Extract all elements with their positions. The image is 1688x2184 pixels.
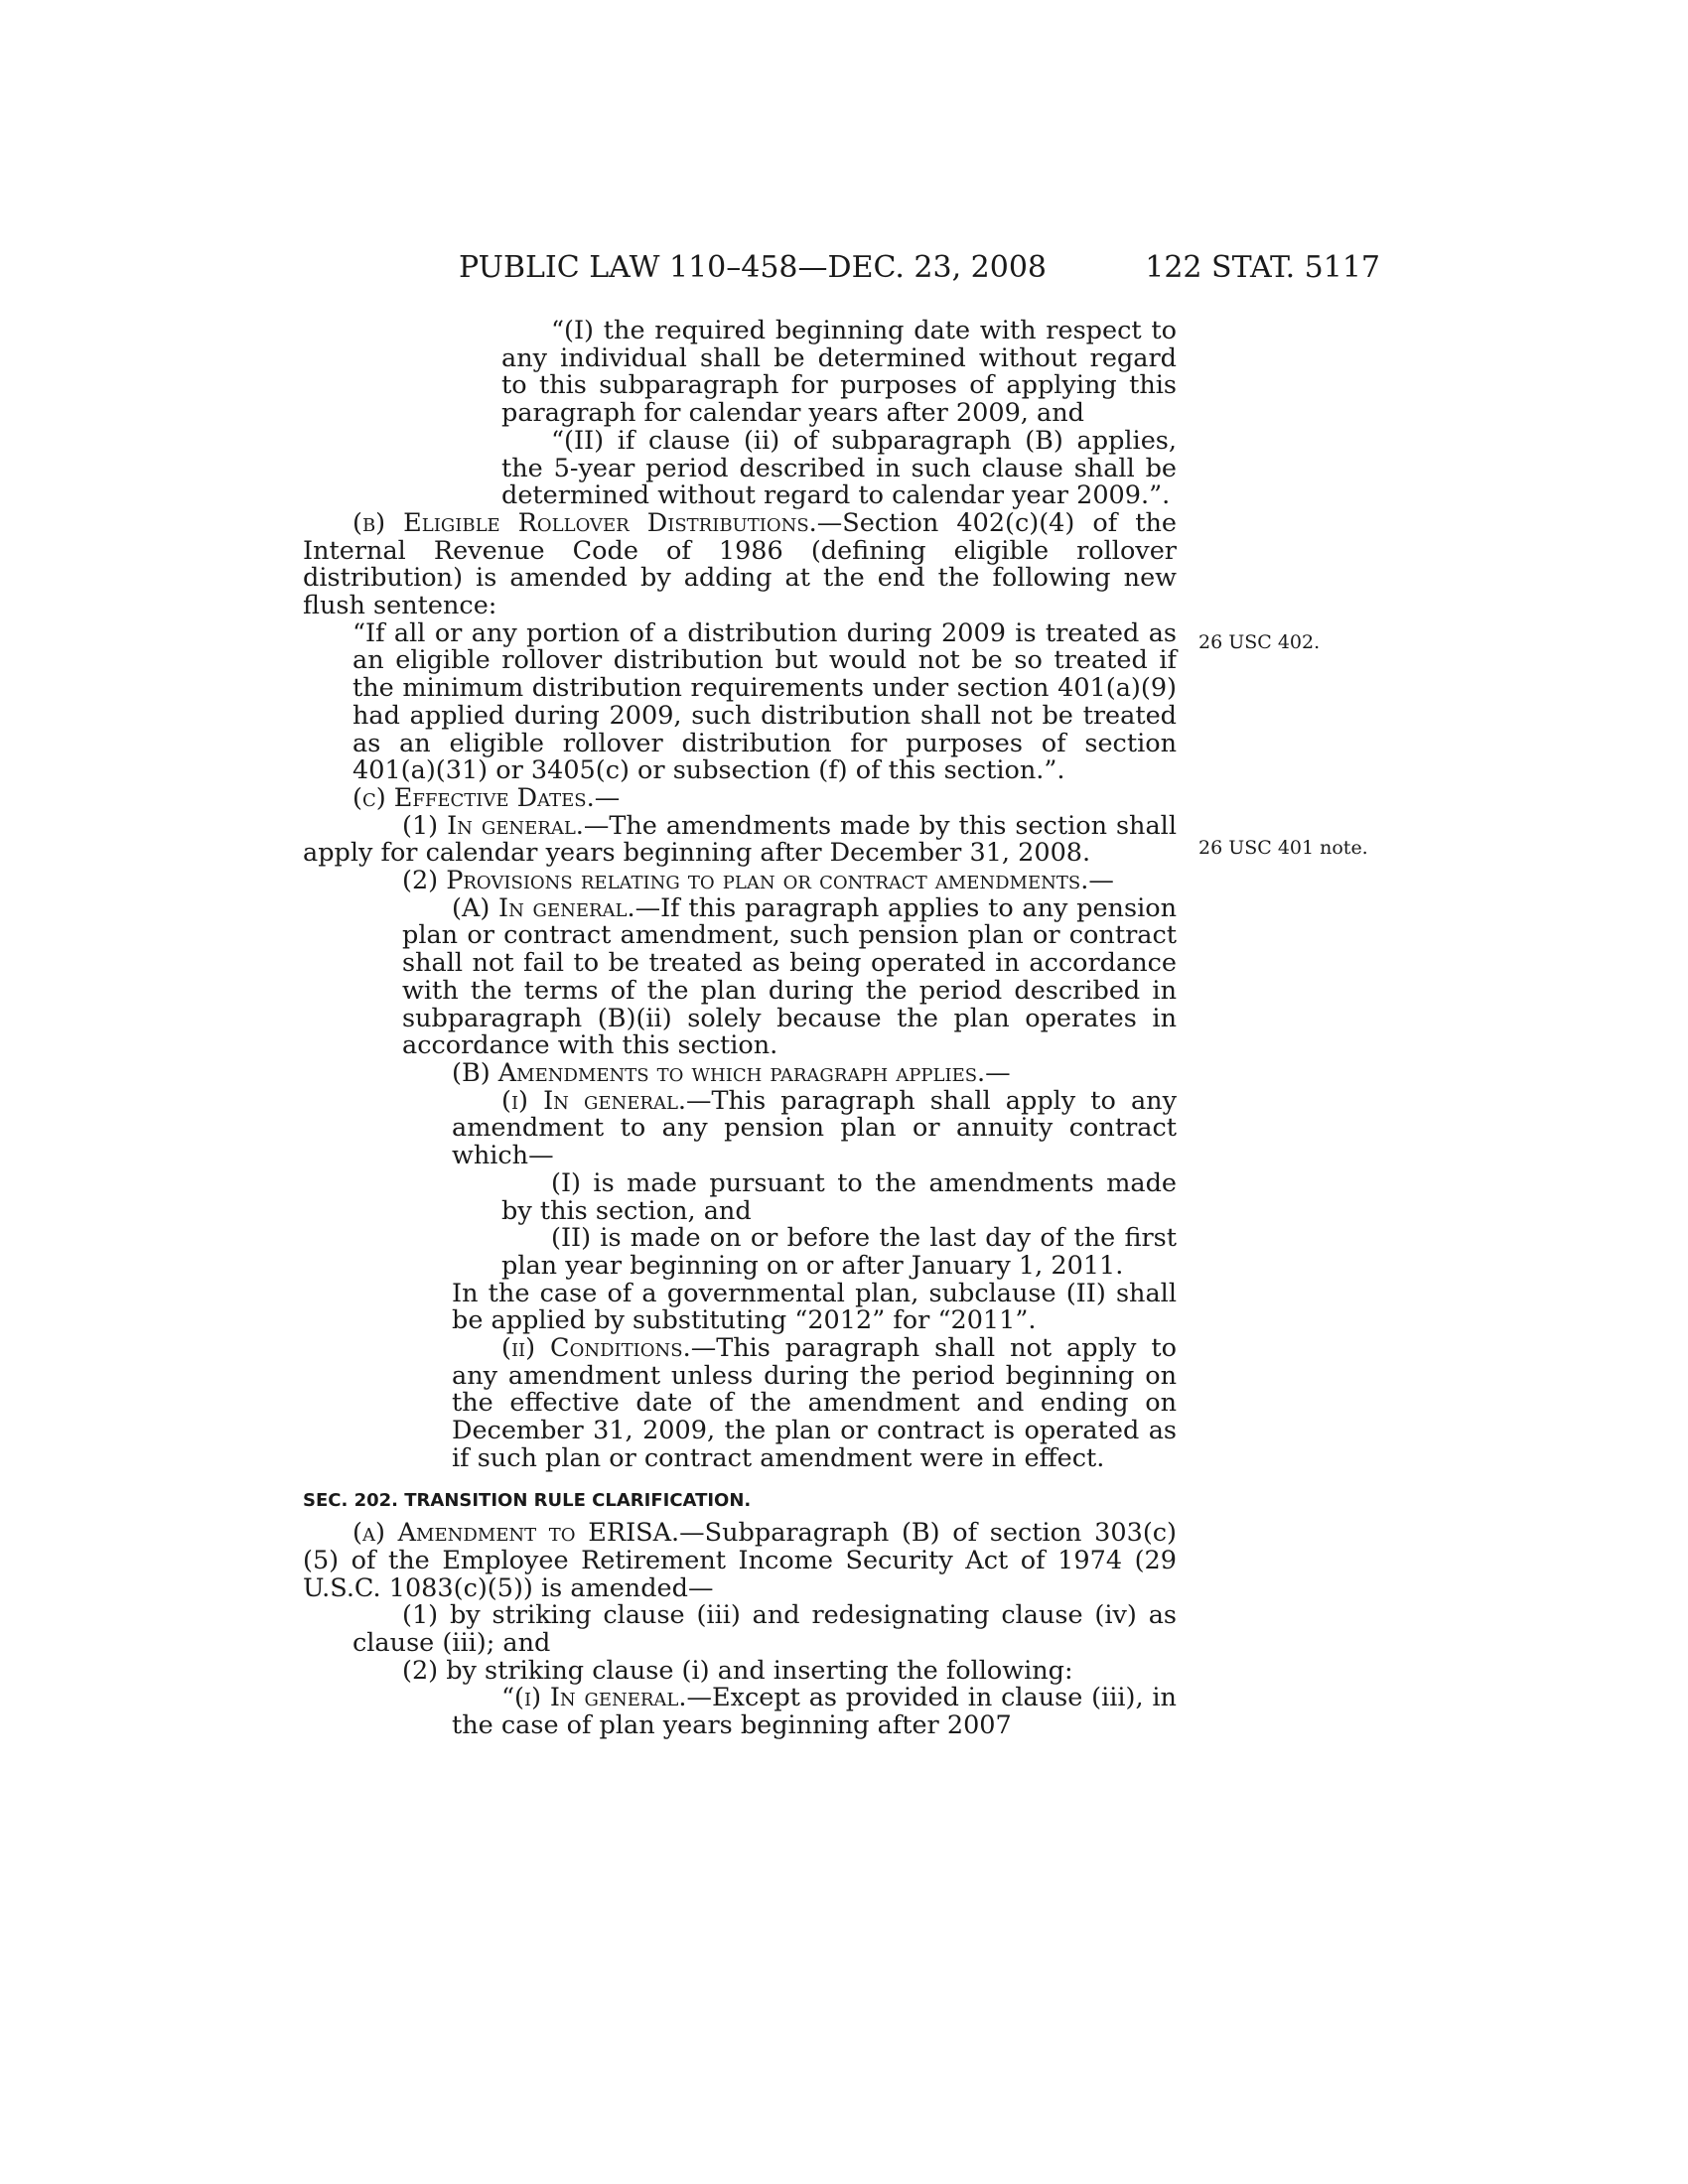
paragraph-a1: (1) by striking clause (iii) and redesignating clause (iv) as clause (iii); and xyxy=(352,1600,1177,1659)
subclause-II: (II) is made on or before the last day of the first plan year beginning on or after January 1, 2011. xyxy=(501,1223,1177,1281)
subparagraph-A-heading: (A) In general. xyxy=(452,892,635,923)
clause-B-ii xyxy=(303,1335,1177,1473)
document-body xyxy=(303,318,1177,1740)
subparagraph-B-heading: (B) Amendments to which paragraph applies. xyxy=(452,1057,986,1088)
section-c-dash: — xyxy=(594,782,621,813)
subparagraph-A xyxy=(303,892,1178,1061)
paragraph-c2-dash: — xyxy=(1088,866,1114,896)
governmental-plan-note: In the case of a governmental plan, subclause (II) shall be applied by substituting “2012” for “2011”. xyxy=(452,1278,1177,1336)
section-c xyxy=(303,782,1177,813)
paragraph-c1-heading: (1) In general. xyxy=(402,810,584,841)
section-b xyxy=(303,507,1178,621)
clause-B-ii-heading: (ii) Conditions. xyxy=(501,1333,691,1364)
clause-B-i xyxy=(303,1085,1177,1171)
section-c-heading: (c) Effective Dates. xyxy=(352,782,595,813)
paragraph-subclause-II: “(II) if clause (ii) of subparagraph (B) applies, the 5-year period described in such clause shall be determined without regard to calendar year 2009.”. xyxy=(501,425,1177,511)
section-202-a-text: —Subparagraph (B) of section 303(c)(5) of the Employee Retirement Income Security Act of 1974 (29 U.S.C. 1083(c)(5)) is amended— xyxy=(303,1518,1177,1603)
page-header xyxy=(303,250,1380,290)
section-202-heading: SEC. 202. TRANSITION RULE CLARIFICATION. xyxy=(303,1489,752,1511)
paragraph-c1-text: —The amendments made by this section shall apply for calendar years beginning after December 31, 2008. xyxy=(303,810,1177,869)
subparagraph-B-dash: — xyxy=(985,1057,1011,1088)
running-head: PUBLIC LAW 110–458—DEC. 23, 2008 xyxy=(459,250,1048,285)
section-b-heading: (b) Eligible Rollover Distributions. xyxy=(352,507,817,538)
quoted-clause-i xyxy=(303,1685,1177,1739)
paragraph-c2 xyxy=(303,868,1177,895)
section-202-a-heading: (a) Amendment to ERISA. xyxy=(352,1518,680,1549)
paragraph-c1 xyxy=(303,810,1177,869)
subparagraph-A-text: —If this paragraph applies to any pension plan or contract amendment, such pension plan or contract shall not fail to be treated as being operated in accordance with the terms of the plan during the period described in subparagraph (B)(ii) solely because the plan operates in accordance with this section. xyxy=(402,892,1178,1061)
clause-B-i-text: —This paragraph shall apply to any amendment to any pension plan or annuity contract which— xyxy=(452,1085,1177,1171)
margin-note-26-usc-402: 26 USC 402. xyxy=(1198,631,1321,653)
paragraph-a2: (2) by striking clause (i) and inserting the following: xyxy=(402,1655,1073,1686)
paragraph-subclause-I: “(I) the required beginning date with respect to any individual shall be determined without regard to this subparagraph for purposes of applying this paragraph for calendar years after 2009, and xyxy=(501,316,1177,429)
section-202-a xyxy=(303,1520,1177,1602)
subclause-I: (I) is made pursuant to the amendments made by this section, and xyxy=(501,1167,1177,1226)
quoted-clause-i-text: —Except as provided in clause (iii), in the case of plan years beginning after 2007 xyxy=(452,1683,1177,1741)
quoted-sentence: “If all or any portion of a distribution during 2009 is treated as an eligible rollover distribution but would not be so treated if the minimum distribution requirements under section 401(a)(9) had applied during 2009, such distribution shall not be treated as an eligible rollover distribution for purposes of section 401(a)(31) or 3405(c) or subsection (f) of this section.”. xyxy=(352,617,1177,786)
clause-B-i-heading: (i) In general. xyxy=(501,1085,686,1116)
quoted-clause-i-heading: “(i) In general. xyxy=(501,1683,687,1713)
subparagraph-B xyxy=(303,1057,1177,1088)
section-b-text: —Section 402(c)(4) of the Internal Revenue Code of 1986 (defining eligible rollover distribution) is amended by adding at the end the following new flush sentence: xyxy=(303,507,1178,621)
clause-B-ii-text: —This paragraph shall not apply to any amendment unless during the period beginning on the effective date of the amendment and ending on December 31, 2009, the plan or contract is operated as if such plan or contract amendment were in effect. xyxy=(452,1333,1178,1473)
page-number: 122 STAT. 5117 xyxy=(1145,250,1380,285)
paragraph-c2-heading: (2) Provisions relating to plan or contract amendments. xyxy=(402,866,1089,896)
margin-note-26-usc-401: 26 USC 401 note. xyxy=(1198,837,1368,859)
